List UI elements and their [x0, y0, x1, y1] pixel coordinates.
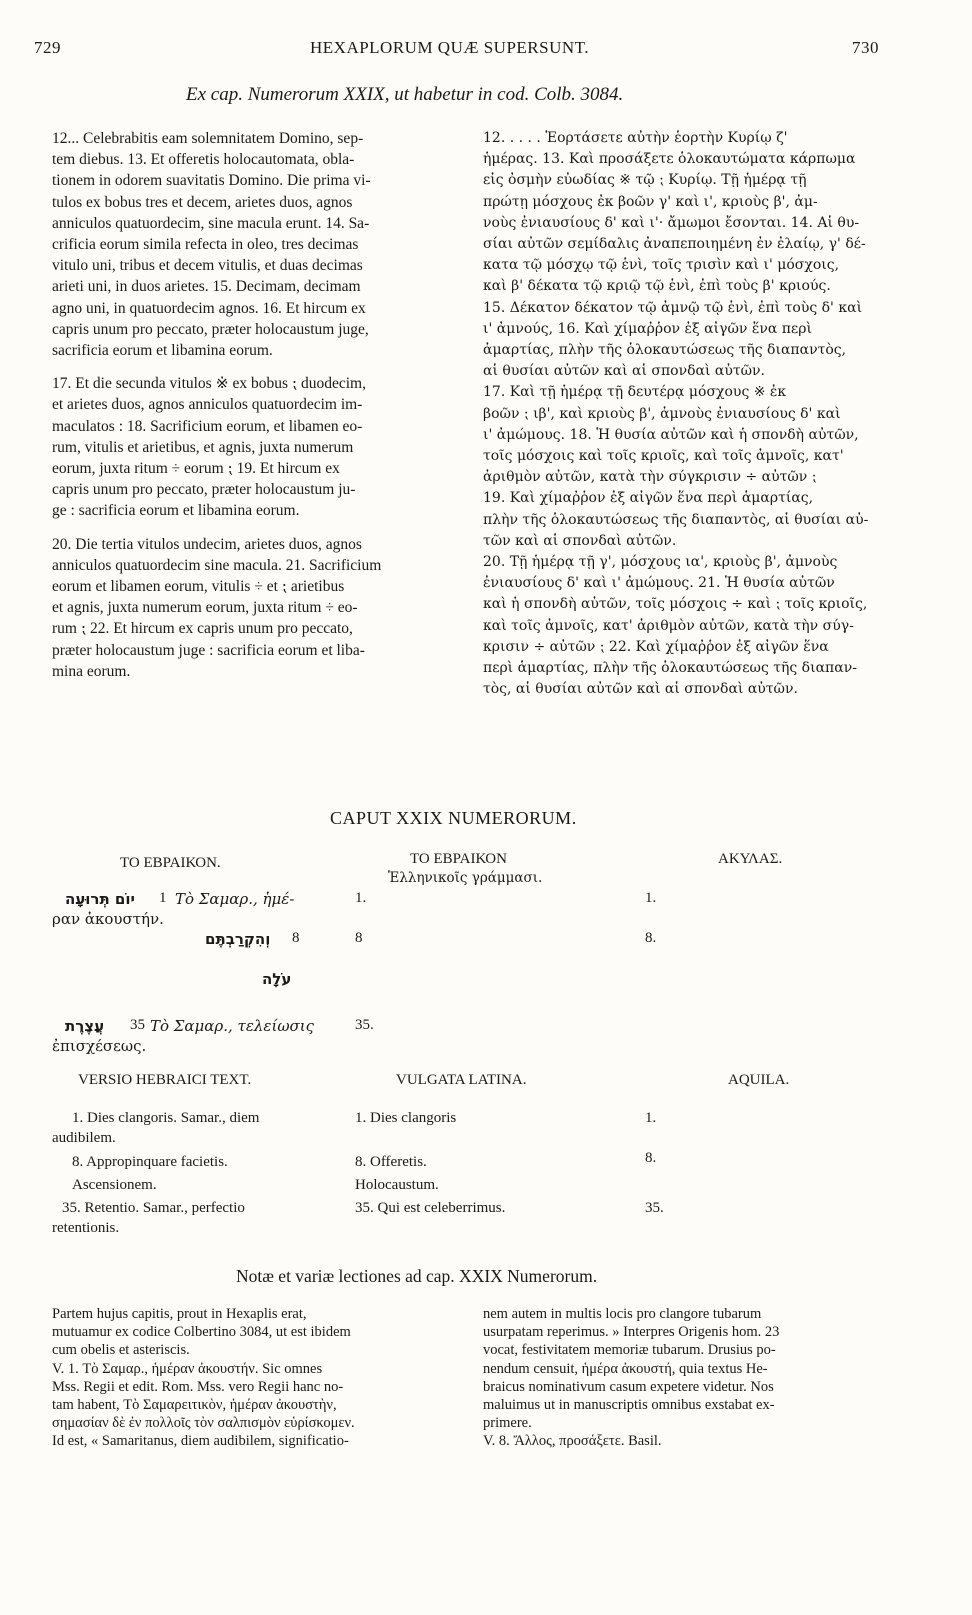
greek-line: πλὴν τῆς ὁλοκαυτώσεως τῆς διαπαντὸς, αἱ θυσίαι αὐ- — [483, 511, 869, 528]
greek-line: τοῖς μόσχοις καὶ τοῖς κριοῖς, καὶ τοῖς ἀμνοῖς, κατ' — [483, 448, 844, 465]
latin-line: arieti uni, in duos arietes. 15. Decimam, decimam — [52, 278, 361, 296]
latin-line: tionem in odorem suavitatis Domino. Die prima vi- — [52, 172, 371, 190]
greek-line: σίαι αὐτῶν σεμίδαλις ἀναπεποιημένη ἐν ἐλαίῳ, γ' δέ- — [483, 236, 866, 253]
notes-left-line: Partem hujus capitis, prout in Hexaplis erat, — [52, 1306, 307, 1322]
greek-line: τὸς, αἱ θυσίαι αὐτῶν καὶ αἱ σπονδαὶ αὐτῶν. — [483, 681, 798, 698]
greek-line: ι' ἀμνούς, 16. Καὶ χίμαῤῥον ἐξ αἰγῶν ἕνα περὶ — [483, 320, 812, 337]
notes-left-line: mutuamur ex codice Colbertino 3084, ut est ibidem — [52, 1324, 351, 1341]
latin-line: eorum, juxta ritum ÷ eorum ⁏ 19. Et hircum ex — [52, 460, 340, 478]
greek-line: πρώτῃ μόσχους ἐκ βοῶν γ' καὶ ι', κριοὺς β', ἀμ- — [483, 193, 818, 210]
greek-line: κατα τῷ μόσχῳ τῷ ἑνὶ, τοῖς τρισὶν καὶ ι' μόσχοις, — [483, 257, 840, 274]
table2-row4-right: 35. — [645, 1200, 664, 1216]
notes-left-lines — [52, 1305, 462, 1451]
latin-line: 12... Celebrabitis eam solemnitatem Domino, sep- — [52, 130, 364, 147]
table2-header-versio: VERSIO HEBRAICI TEXT. — [78, 1072, 252, 1088]
table2-row4-left: 35. Retentio. Samar., perfectio — [62, 1200, 245, 1216]
greek-paragraph-20 — [483, 552, 923, 700]
greek-line: βοῶν ⁏ ιβ', καὶ κριοὺς β', ἀμνοὺς ἐνιαυσίους δ' καὶ — [483, 405, 841, 422]
latin-paragraph-17 — [52, 373, 452, 521]
greek-paragraph-17 — [483, 382, 923, 552]
latin-line: agno uni, in quatuordecim agnos. 16. Et hircum ex — [52, 299, 366, 317]
latin-line: 20. Die tertia vitulos undecim, arietes duos, agnos — [52, 535, 362, 553]
table1-row4-text: Τὸ Σαμαρ., τελείωσις — [150, 1017, 315, 1035]
notes-right-line: nem autem in multis locis pro clangore tubarum — [483, 1306, 762, 1322]
latin-line: mina eorum. — [52, 662, 131, 680]
table1-header-greek-letters: ΤΟ ΕΒΡΑΙΚΟΝ — [410, 851, 507, 867]
latin-line: capris unum pro peccato, præter holocaustum juge, — [52, 320, 369, 338]
latin-line: rum ⁏ 22. Et hircum ex capris unum pro peccato, — [52, 620, 353, 638]
table2-row1-right: 1. — [645, 1110, 657, 1126]
latin-line: præter holocaustum juge : sacrificia eorum et liba- — [52, 641, 365, 659]
greek-line: 17. Καὶ τῇ ἡμέρᾳ τῇ δευτέρᾳ μόσχους ※ ἐκ — [483, 384, 787, 401]
latin-line: tulos ex bobus tres et decem, arietes duos, agnos — [52, 193, 353, 211]
latin-line: crificia eorum simila refecta in oleo, tres decimas — [52, 236, 359, 254]
notes-right-line: nendum censuit, ἡμέρα ἀκουστή, quia textus He- — [483, 1360, 768, 1377]
notes-title: Notæ et variæ lectiones ad cap. XXIX Numerorum. — [236, 1266, 598, 1286]
greek-line: περὶ ἁμαρτίας, πλὴν τῆς ὁλοκαυτώσεως τῆς διαπαν- — [483, 660, 857, 677]
latin-line: capris unum pro peccato, præter holocaustum ju- — [52, 481, 356, 499]
table1-row4-text2: ἐπισχέσεως. — [52, 1037, 147, 1055]
table2-row2-left: 8. Appropinquare facietis. — [72, 1154, 228, 1170]
table1-row1-right: 1. — [645, 890, 657, 906]
table1-header-hebrew: ΤΟ ΕΒΡΑΙΚΟΝ. — [120, 855, 221, 871]
table2-row3-left: Ascensionem. — [72, 1177, 157, 1193]
notes-left-line: Mss. Regii et edit. Rom. Mss. vero Regii hanc no- — [52, 1378, 344, 1395]
table1-subheader: Ἑλληνικοῖς γράμμασι. — [388, 870, 543, 886]
notes-left-line: V. 1. Τὸ Σαμαρ., ἡμέραν ἀκουστήν. Sic omnes — [52, 1360, 323, 1377]
greek-line: ἡμέρας. 13. Καὶ προσάξετε ὁλοκαυτώματα κάρπωμα — [483, 151, 856, 168]
greek-line: αἱ θυσίαι αὐτῶν καὶ αἱ σπονδαὶ αὐτῶν. — [483, 363, 766, 380]
table2-row1-left-text: 1. Dies clangoris. Samar., diem — [72, 1110, 260, 1126]
latin-line: eorum et libamen eorum, vitulis ÷ et ⁏ arietibus — [52, 578, 345, 596]
table2-header-aquila: AQUILA. — [728, 1072, 790, 1088]
latin-line: et agnis, juxta numerum eorum, juxta ritum ÷ eo- — [52, 599, 358, 617]
notes-right-line: usurpatam reperimus. » Interpres Origenis hom. 23 — [483, 1324, 780, 1341]
greek-line: 20. Τῇ ἡμέρᾳ τῇ γ', μόσχους ια', κριοὺς β', ἀμνοὺς — [483, 554, 838, 571]
table1-header-aquila: ΑΚΥΛΑΣ. — [718, 851, 783, 867]
table1-row4-num: 35 — [130, 1017, 145, 1033]
notes-right-column — [483, 1305, 923, 1451]
table2-row1-mid: 1. Dies clangoris — [355, 1110, 457, 1126]
table2-row1-left — [72, 1110, 259, 1127]
notes-right-line: braicus nominativum casum expetere videtur. Nos — [483, 1378, 774, 1395]
notes-right-line: vocat, festivitatem memoriæ tubarum. Drusius po- — [483, 1342, 776, 1359]
greek-line: κρισιν ÷ αὐτῶν ⁏ 22. Καὶ χίμαῤῥον ἐξ αἰγῶν ἕνα — [483, 638, 829, 655]
table1-row1-hebrew: יוֹם תְּרוּעָה — [65, 890, 135, 908]
notes-right-line: V. 8. Ἄλλος, προσάξετε. Basil. — [483, 1433, 662, 1450]
table2-row1-left2: audibilem. — [52, 1130, 116, 1146]
latin-line: maculatos : 18. Sacrificium eorum, et libamen eo- — [52, 417, 363, 435]
table2-header-vulgata: VULGATA LATINA. — [396, 1072, 527, 1088]
table2-row2-right: 8. — [645, 1150, 657, 1166]
page-number-right: 730 — [852, 38, 879, 57]
latin-line: et arietes duos, agnos anniculos quatuordecim im- — [52, 396, 363, 414]
greek-line: ἁμαρτίας, πλὴν τῆς ὁλοκαυτώσεως τῆς διαπαντὸς, — [483, 342, 847, 359]
section-subtitle: Ex cap. Numerorum XXIX, ut habetur in cod. Colb. 3084. — [186, 84, 624, 105]
greek-line: νοὺς ἐνιαυσίους δ' καὶ ι'· ἄμωμοι ἔσονται. 14. Αἱ θυ- — [483, 214, 860, 231]
table1-row2-mid: 8 — [355, 930, 363, 946]
greek-column — [483, 128, 923, 700]
greek-line: 12. . . . . Ἑορτάσετε αὐτὴν ἑορτὴν Κυρίῳ ζ' — [483, 130, 788, 146]
notes-right-line: primere. — [483, 1415, 532, 1432]
table1-row1-num: 1 — [159, 890, 167, 906]
notes-left-line: σημασίαν δὲ ἐν πολλοῖς τὸν σαλπισμὸν εὑρίσκομεν. — [52, 1415, 355, 1432]
latin-line: 17. Et die secunda vitulos ※ ex bobus ⁏ duodecim, — [52, 375, 366, 393]
notes-left-line: tam habent, Τὸ Σαμαρειτικὸν, ἡμέραν ἀκουστὴν, — [52, 1397, 337, 1414]
latin-line: sacrificia eorum et libamina eorum. — [52, 342, 273, 360]
greek-line: ἐνιαυσίους δ' καὶ ι' ἀμώμους. 21. Ἡ θυσία αὐτῶν — [483, 575, 835, 592]
table1-row2-right: 8. — [645, 930, 657, 946]
table1-row2-hebrew: וְהִקְרַבְתֶּם — [205, 930, 271, 948]
caput-title: CAPUT XXIX NUMERORUM. — [330, 808, 577, 828]
table1-row1-text2: ραν ἀκουστήν. — [52, 910, 164, 928]
notes-left-line: cum obelis et asteriscis. — [52, 1342, 190, 1359]
table1-row1-mid: 1. — [355, 890, 367, 906]
latin-line: tem diebus. 13. Et offeretis holocautomata, obla- — [52, 151, 355, 169]
notes-left-line: Id est, « Samaritanus, diem audibilem, significatio- — [52, 1433, 349, 1450]
notes-right-line: maluimus ut in manuscriptis omnibus exstabat ex- — [483, 1397, 775, 1414]
latin-line: ge : sacrificia eorum et libamina eorum. — [52, 502, 300, 520]
table2-row3-mid: Holocaustum. — [355, 1177, 439, 1193]
table2-row4-mid: 35. Qui est celeberrimus. — [355, 1200, 506, 1216]
greek-paragraph-12 — [483, 128, 923, 382]
latin-paragraph-12 — [52, 128, 452, 361]
latin-paragraph-20 — [52, 534, 452, 682]
greek-line: τῶν καὶ αἱ σπονδαὶ αὐτῶν. — [483, 532, 677, 549]
latin-line: anniculos quatuordecim, sine macula erunt. 14. Sa- — [52, 214, 370, 232]
greek-line: 15. Δέκατον δέκατον τῷ ἀμνῷ τῷ ἑνὶ, ἐπὶ τοὺς δ' καὶ — [483, 299, 863, 316]
table1-row4-hebrew: עֲצֶרֶת — [65, 1017, 105, 1035]
greek-line: 19. Καὶ χίμαῤῥον ἐξ αἰγῶν ἕνα περὶ ἁμαρτίας, — [483, 490, 814, 507]
table1-row1-text: Τὸ Σαμαρ., ἡμέ- — [175, 890, 295, 908]
latin-column — [52, 128, 452, 682]
latin-line: vitulo uni, tribus et decem vitulis, et duas decimas — [52, 257, 363, 275]
greek-line: ἀριθμὸν αὐτῶν, κατὰ τὴν σύγκρισιν ÷ αὐτῶν ⁏ — [483, 469, 817, 486]
table1-row2-num: 8 — [292, 930, 300, 946]
page-number-left: 729 — [34, 38, 61, 57]
table2-row4-left2: retentionis. — [52, 1220, 120, 1236]
table2-row2-mid: 8. Offeretis. — [355, 1154, 427, 1170]
greek-line: εἰς ὀσμὴν εὐωδίας ※ τῷ ⁏ Κυρίῳ. Τῇ ἡμέρᾳ τῇ — [483, 172, 807, 189]
table1-row4-mid: 35. — [355, 1017, 374, 1033]
latin-line: anniculos quatuordecim sine macula. 21. Sacrificium — [52, 556, 382, 574]
greek-line: καὶ ἡ σπονδὴ αὐτῶν, τοῖς μόσχοις ÷ καὶ ⁏ τοῖς κριοῖς, — [483, 596, 868, 613]
latin-line: rum, vitulis et arietibus, et agnis, juxta numerum — [52, 438, 354, 456]
greek-line: καὶ τοῖς ἀμνοῖς, κατ' ἀριθμὸν αὐτῶν, κατὰ τὴν σύγ- — [483, 617, 854, 634]
table1-row3-hebrew: עֹלָה — [262, 970, 292, 988]
greek-line: ι' ἀμώμους. 18. Ἡ θυσία αὐτῶν καὶ ἡ σπονδὴ αὐτῶν, — [483, 426, 859, 443]
greek-line: καὶ β' δέκατα τῷ κριῷ τῷ ἑνὶ, ἐπὶ τοὺς β' κριούς. — [483, 278, 831, 295]
notes-left-column — [52, 1305, 462, 1451]
notes-right-lines — [483, 1305, 923, 1451]
running-title: HEXAPLORUM QUÆ SUPERSUNT. — [310, 38, 590, 57]
